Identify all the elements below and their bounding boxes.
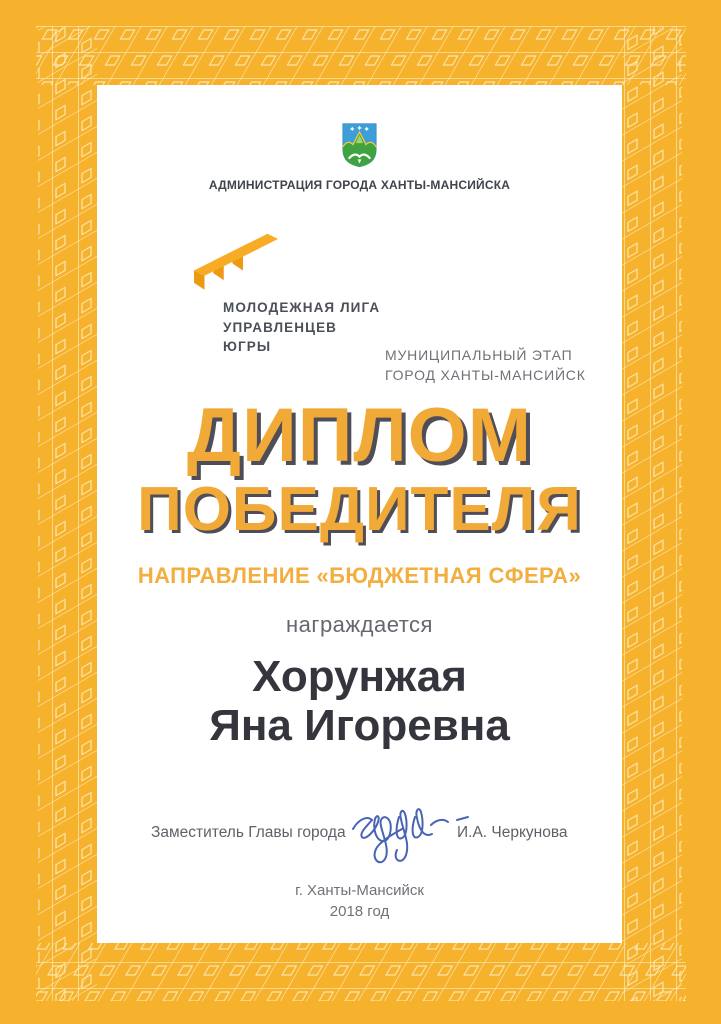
winner-title-word: ПОБЕДИТЕЛЯ bbox=[137, 475, 582, 544]
league-line-1: МОЛОДЕЖНАЯ ЛИГА bbox=[223, 300, 381, 315]
recipient-last-name: Хорунжая bbox=[252, 652, 467, 701]
recipient-first-patronymic: Яна Игоревна bbox=[209, 701, 510, 750]
administration-title: АДМИНИСТРАЦИЯ ГОРОДА ХАНТЫ-МАНСИЙСКА bbox=[208, 178, 511, 192]
category-line: НАПРАВЛЕНИЕ «БЮДЖЕТНАЯ СФЕРА» bbox=[137, 563, 582, 588]
footer-year: 2018 год bbox=[329, 903, 390, 920]
league-name bbox=[223, 298, 380, 357]
diploma-title-word: ДИПЛОМ bbox=[186, 393, 533, 478]
coat-of-arms-icon bbox=[341, 121, 378, 169]
league-line-2: УПРАВЛЕНЦЕВ bbox=[223, 319, 338, 335]
footer bbox=[97, 880, 622, 922]
signatory-position: Заместитель Главы города bbox=[151, 824, 346, 841]
signatory-name: И.А. Черкунова bbox=[457, 824, 568, 841]
certificate-sheet bbox=[97, 85, 622, 943]
league-line-3: ЮГРЫ bbox=[223, 339, 272, 354]
stage-line-1: МУНИЦИПАЛЬНЫЙ ЭТАП bbox=[385, 347, 573, 363]
signature-autograph-icon bbox=[347, 795, 472, 873]
awarded-label: награждается bbox=[286, 612, 433, 637]
recipient-name bbox=[97, 652, 622, 750]
league-steps-logo-icon bbox=[194, 228, 278, 292]
diploma-title bbox=[97, 393, 622, 544]
stage-info bbox=[385, 346, 586, 385]
stage-line-2: ГОРОД ХАНТЫ-МАНСИЙСК bbox=[385, 366, 586, 383]
footer-city: г. Ханты-Мансийск bbox=[295, 882, 424, 899]
